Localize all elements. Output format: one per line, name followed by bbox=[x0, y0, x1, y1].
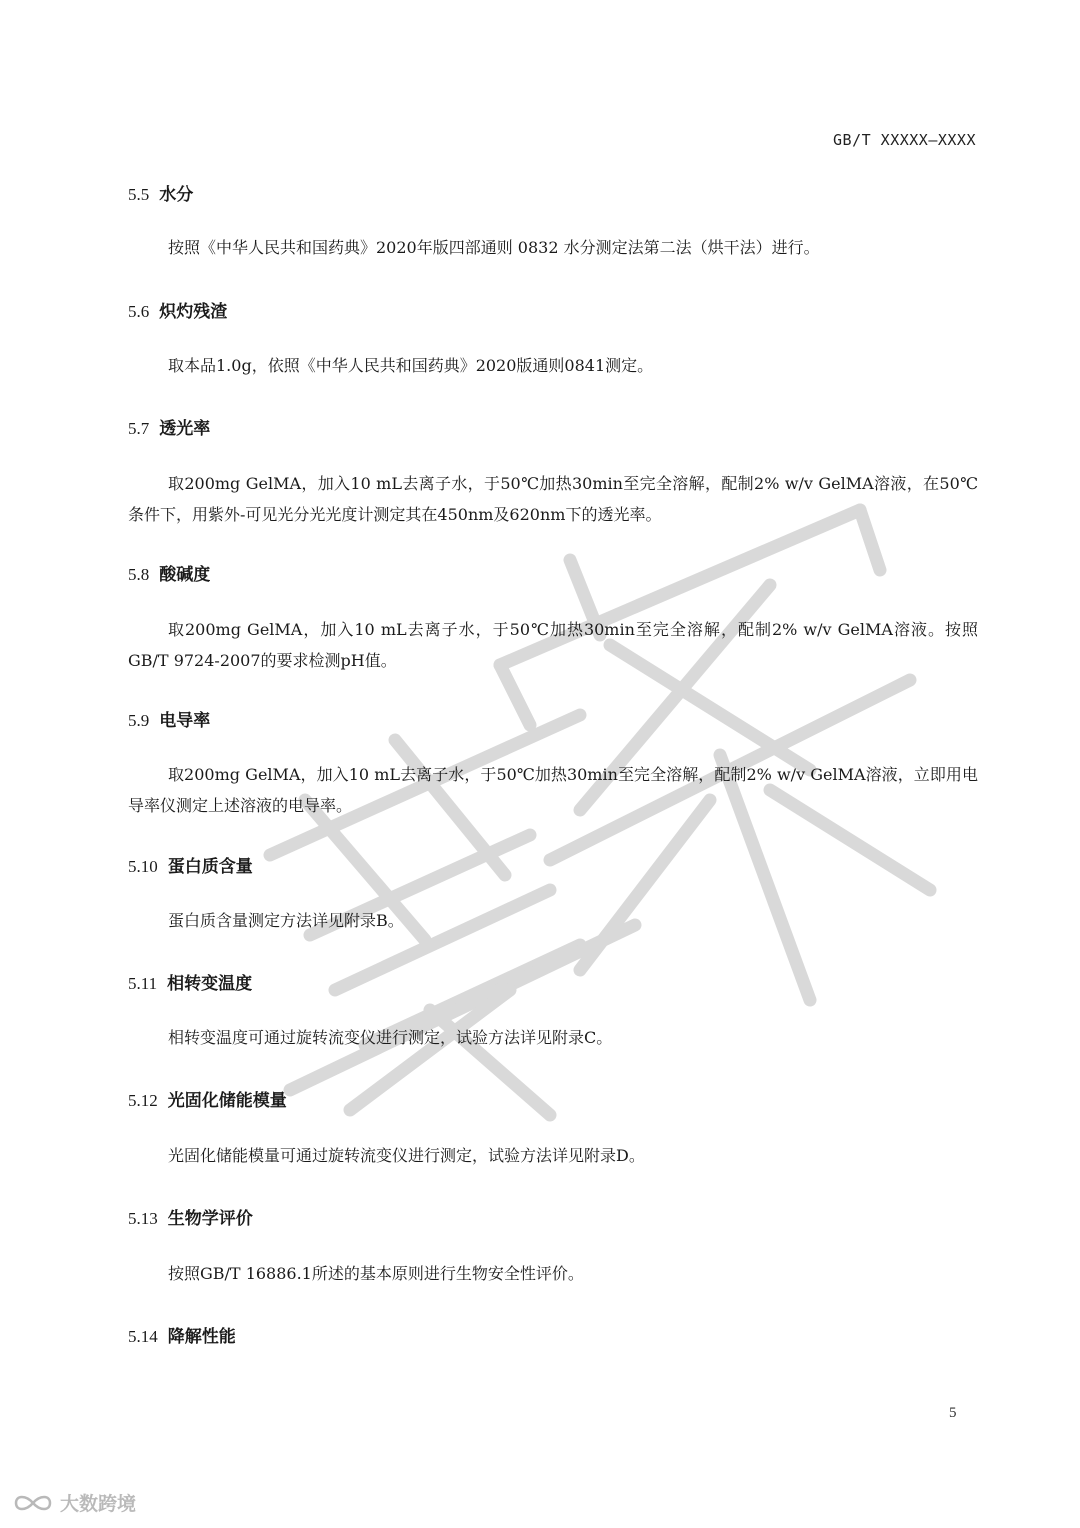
section-paragraph: 相转变温度可通过旋转流变仪进行测定，试验方法详见附录C。 bbox=[168, 1028, 613, 1047]
section-paragraph: 取本品1.0g，依照《中华人民共和国药典》2020版通则0841测定。 bbox=[168, 356, 654, 375]
section-title: 光固化储能模量 bbox=[167, 1091, 287, 1111]
section-number: 5.11 bbox=[128, 974, 158, 993]
section-paragraph: 取200mg GelMA，加入10 mL去离子水，于50℃加热30min至完全溶解，配制2% w/v GelMA溶液，在50℃条件下，用紫外-可见光分光光度计测定其在450nm及620nm下的透光率。 bbox=[128, 474, 978, 524]
section-title: 降解性能 bbox=[167, 1327, 236, 1347]
section-heading bbox=[128, 414, 210, 439]
section-number: 5.5 bbox=[128, 185, 150, 204]
section-number: 5.10 bbox=[128, 857, 158, 876]
infinity-logo-icon bbox=[12, 1490, 54, 1516]
page-number: 5 bbox=[949, 1405, 957, 1421]
brand-text: 大数跨境 bbox=[60, 1493, 137, 1515]
section-heading bbox=[128, 969, 252, 994]
section-heading bbox=[128, 180, 193, 205]
section-heading bbox=[128, 560, 210, 585]
section-paragraph: 按照《中华人民共和国药典》2020年版四部通则 0832 水分测定法第二法（烘干法）进行。 bbox=[168, 238, 820, 257]
section-title: 水分 bbox=[159, 185, 194, 205]
section-paragraph: 蛋白质含量测定方法详见附录B。 bbox=[168, 911, 404, 930]
section-title: 酸碱度 bbox=[159, 565, 211, 585]
section-paragraph: 按照GB/T 16886.1所述的基本原则进行生物安全性评价。 bbox=[168, 1264, 584, 1283]
section-paragraph: 取200mg GelMA，加入10 mL去离子水，于50℃加热30min至完全溶解，配制2% w/v GelMA溶液。按照GB/T 9724-2007的要求检测pH值。 bbox=[128, 620, 978, 670]
section-heading bbox=[128, 1204, 253, 1229]
section-number: 5.9 bbox=[128, 711, 150, 730]
section-heading bbox=[128, 1086, 287, 1111]
section-title: 生物学评价 bbox=[167, 1209, 253, 1229]
section-title: 蛋白质含量 bbox=[167, 857, 253, 877]
section-number: 5.8 bbox=[128, 565, 150, 584]
section-heading bbox=[128, 1322, 236, 1347]
section-heading bbox=[128, 297, 227, 322]
section-title: 相转变温度 bbox=[167, 974, 253, 994]
brand-watermark bbox=[12, 1489, 136, 1516]
section-paragraph: 光固化储能模量可通过旋转流变仪进行测定，试验方法详见附录D。 bbox=[168, 1146, 645, 1165]
document-code: GB/T XXXXX—XXXX bbox=[833, 131, 976, 149]
section-heading bbox=[128, 852, 253, 877]
section-title: 透光率 bbox=[159, 419, 211, 439]
section-title: 炽灼残渣 bbox=[159, 302, 228, 322]
section-number: 5.6 bbox=[128, 302, 150, 321]
section-paragraph: 取200mg GelMA，加入10 mL去离子水，于50℃加热30min至完全溶解，配制2% w/v GelMA溶液，立即用电导率仪测定上述溶液的电导率。 bbox=[128, 765, 978, 815]
section-number: 5.13 bbox=[128, 1209, 158, 1228]
section-title: 电导率 bbox=[159, 711, 211, 731]
section-number: 5.14 bbox=[128, 1327, 158, 1346]
section-number: 5.12 bbox=[128, 1091, 158, 1110]
section-heading bbox=[128, 706, 210, 731]
section-number: 5.7 bbox=[128, 419, 150, 438]
